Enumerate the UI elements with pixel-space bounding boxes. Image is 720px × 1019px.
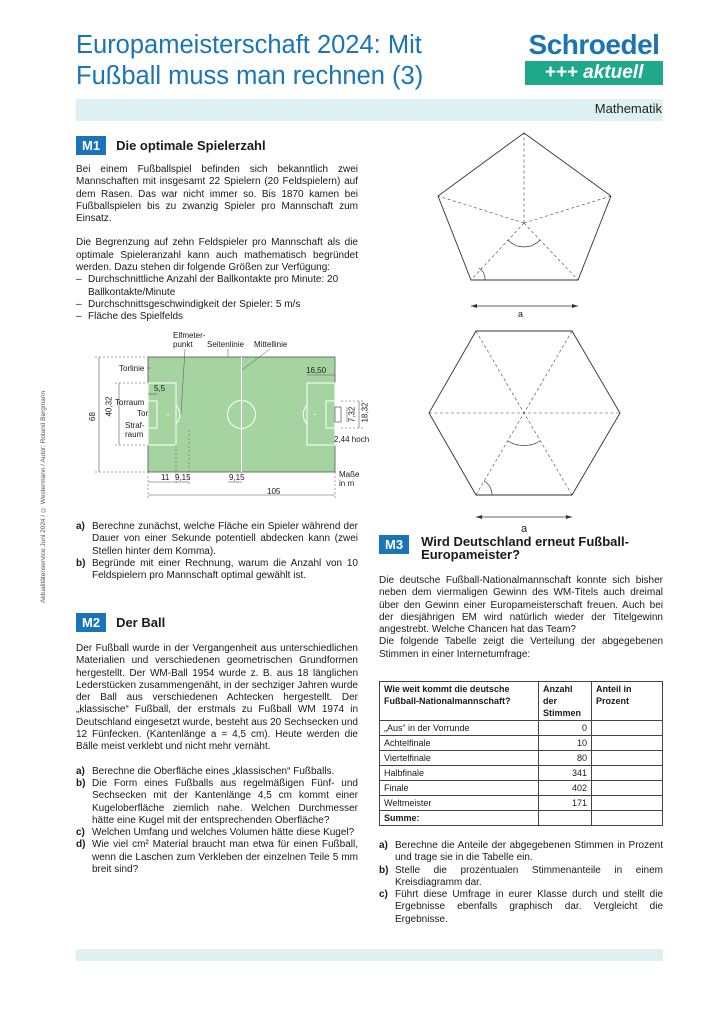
m1-title: Die optimale Spielerzahl xyxy=(116,138,266,153)
label-9-15-a: 9,15 xyxy=(175,473,191,482)
percent-cell[interactable] xyxy=(592,781,663,796)
task-item: d) Wie viel cm² Material braucht man etwa für einen Fußball, wenn die Laschen zum Verkleben der einzelnen Teile 5 mm breit sind? xyxy=(76,839,358,876)
m2-text xyxy=(76,643,358,876)
label-105: 105 xyxy=(267,487,281,496)
page-title xyxy=(76,30,496,92)
label-masse: Maße in m xyxy=(339,470,360,488)
hexagon-edge-label: a xyxy=(521,523,528,535)
sum-cell[interactable] xyxy=(539,811,592,826)
publisher-logo-tag: +++ aktuell xyxy=(525,61,663,85)
percent-cell[interactable] xyxy=(592,721,663,736)
label-torraum: Torraum xyxy=(115,398,145,407)
task-item: c) Welchen Umfang und welches Volumen hätte diese Kugel? xyxy=(76,827,355,839)
list-item: – Durchschnittsgeschwindigkeit der Spieler: 5 m/s xyxy=(76,299,358,311)
m1-heading xyxy=(76,136,266,155)
table-header: Wie weit kommt die deutsche Fußball-Nationalmannschaft? xyxy=(380,682,539,721)
publisher-logo: Schroedel xyxy=(528,29,660,60)
m3-title: Wird Deutschland erneut Fußball- Europameister? xyxy=(421,534,629,562)
table-row: Halbfinale 341 xyxy=(380,766,663,781)
table-row: Viertelfinale 80 xyxy=(380,751,663,766)
title-line-1: Europameisterschaft 2024: Mit xyxy=(76,31,422,59)
label-5-5: 5,5 xyxy=(154,384,166,393)
label-strafraum: Straf- raum xyxy=(125,421,145,439)
label-11: 11 xyxy=(161,473,170,482)
table-header: Anteil in Prozent xyxy=(592,682,663,721)
m3-paragraph-1: Die deutsche Fußball-Nationalmannschaft konnte sich bisher neben dem viermaligen Gewinn des WM-Titels auch dreimal über den Gewinn einer Europameisterschaft freuen. Auch bei der diesjährigen EM wird natürlich wieder der Titelgewinn angestrebt. Welche Chancen hat das Team? xyxy=(379,575,663,636)
m3-heading xyxy=(379,535,661,561)
percent-cell[interactable] xyxy=(592,766,663,781)
label-68: 68 xyxy=(87,412,97,421)
table-sum-row: Summe: xyxy=(380,811,663,826)
pentagon-diagram xyxy=(430,130,620,320)
label-40-32: 40,32 xyxy=(104,396,114,417)
table-row: Achtelfinale 10 xyxy=(380,736,663,751)
label-tor: Tor xyxy=(137,409,149,418)
hexagon-diagram xyxy=(426,325,626,525)
side-credit: Aktualitätenservice Juni 2024 / © Westermann / Autor: Roland Bergmann xyxy=(40,390,47,603)
m2-title: Der Ball xyxy=(116,615,166,630)
m3-paragraph-2: Die folgende Tabelle zeigt die Verteilung der abgegebenen Stimmen in einer Internetumfrage: xyxy=(379,636,663,660)
m1-paragraph-1: Bei einem Fußballspiel befinden sich bekanntlich zwei Mannschaften mit insgesamt 22 Spielern (20 Feldspielern) auf dem Rasen. Das war nicht immer so. Bis 1870 kamen bei Fußballspielen bis zu zwanzig Spieler pro Mannschaft zum Einsatz. xyxy=(76,164,358,225)
m2-heading xyxy=(76,613,165,632)
m3-tasks xyxy=(379,840,663,926)
list-item: – Fläche des Spielfelds xyxy=(76,311,358,323)
label-elfmeterpunkt: Elfmeter- punkt xyxy=(173,331,206,349)
list-item: – Durchschnittliche Anzahl der Ballkontakte pro Minute: 20 Ballkontakte/Minute xyxy=(76,274,358,299)
pentagon-edge-label: a xyxy=(518,309,524,319)
m1-badge: M1 xyxy=(76,136,106,155)
label-mittellinie: Mittellinie xyxy=(254,340,288,349)
m3-text xyxy=(379,575,663,661)
label-9-15-b: 9,15 xyxy=(229,473,245,482)
task-item: a) Berechne zunächst, welche Fläche ein Spieler während der Dauer von einer Sekunde potentiell abdecken kann (zwei Stellen hinter dem Komma). xyxy=(76,521,358,557)
label-seitenlinie: Seitenlinie xyxy=(207,340,244,349)
label-16-50: 16,50 xyxy=(306,366,327,375)
task-item: a) Berechne die Oberfläche eines „klassischen“ Fußballs. xyxy=(76,765,335,777)
label-7-32: 7,32 xyxy=(347,406,357,423)
m1-list xyxy=(76,274,358,323)
label-18-32: 18,32 xyxy=(360,402,370,423)
m2-badge: M2 xyxy=(76,613,106,632)
table-row: Weltmeister 171 xyxy=(380,796,663,811)
percent-cell[interactable] xyxy=(592,751,663,766)
percent-cell[interactable] xyxy=(592,796,663,811)
m1-paragraph-2: Die Begrenzung auf zehn Feldspieler pro Mannschaft als die optimale Spieleranzahl kann auch mathematisch begründet werden. Dazu stehen dir folgende Größen zur Verfügung: xyxy=(76,237,358,274)
task-item: a) Berechne die Anteile der abgegebenen Stimmen in Prozent und trage sie in die Tabelle ein. xyxy=(379,840,663,864)
task-item: c) Führt diese Umfrage in eurer Klasse durch und stellt die Ergebnisse ebenfalls graphisch dar. Vergleicht die Ergebnisse. xyxy=(379,889,663,925)
percent-cell[interactable] xyxy=(592,736,663,751)
table-header: Anzahl der Stimmen xyxy=(539,682,592,721)
table-row: „Aus“ in der Vorrunde 0 xyxy=(380,721,663,736)
subject-label: Mathematik xyxy=(594,101,662,116)
label-2-44-hoch: 2,44 hoch xyxy=(334,435,370,444)
task-item: b) Begründe mit einer Rechnung, warum die Anzahl von 10 Feldspielern pro Mannschaft optimal gewählt ist. xyxy=(76,557,358,582)
m3-badge: M3 xyxy=(379,535,409,554)
votes-table xyxy=(379,681,663,826)
subject-bar xyxy=(76,99,663,121)
sum-cell[interactable] xyxy=(592,811,663,826)
m1-tasks xyxy=(76,521,358,582)
title-line-2: Fußball muss man rechnen (3) xyxy=(76,62,424,90)
table-row: Finale 402 xyxy=(380,781,663,796)
label-torlinie: Torlinie xyxy=(119,364,145,373)
m2-paragraph-1: Der Fußball wurde in der Vergangenheit aus unterschiedlichen Materialien und verschiedenen geometrischen Grundformen hergestellt. Der WM-Ball 1954 wurde z. B. aus 18 länglichen Lederstücken zusammengenäht, in der sechziger Jahren wurde der Ball aus verschiedenen Achtecken hergestellt. Der „klassische“ Fußball, der erstmals zu Fußball WM 1974 in Deutschland eingesetzt wurde, besteht aus 20 Sechsecken und 12 Fünfecken. (Kantenlänge a = 4,5 cm). Heute werden die Bälle meist verklebt und nicht mehr vernäht. xyxy=(76,643,358,753)
task-item: b) Stelle die prozentualen Stimmenanteile in einem Kreisdiagramm dar. xyxy=(379,864,663,888)
footer-bar xyxy=(76,949,663,961)
m1-text xyxy=(76,164,358,324)
task-item: b) Die Form eines Fußballs aus regelmäßigen Fünf- und Sechsecken mit der Kantenlänge 4,5 cm kommt einer Kugeloberfläche ziemlich nahe. Welchen Durchmesser hätte eine Kugel mit der entsprechenden Oberfläche? xyxy=(76,777,358,826)
